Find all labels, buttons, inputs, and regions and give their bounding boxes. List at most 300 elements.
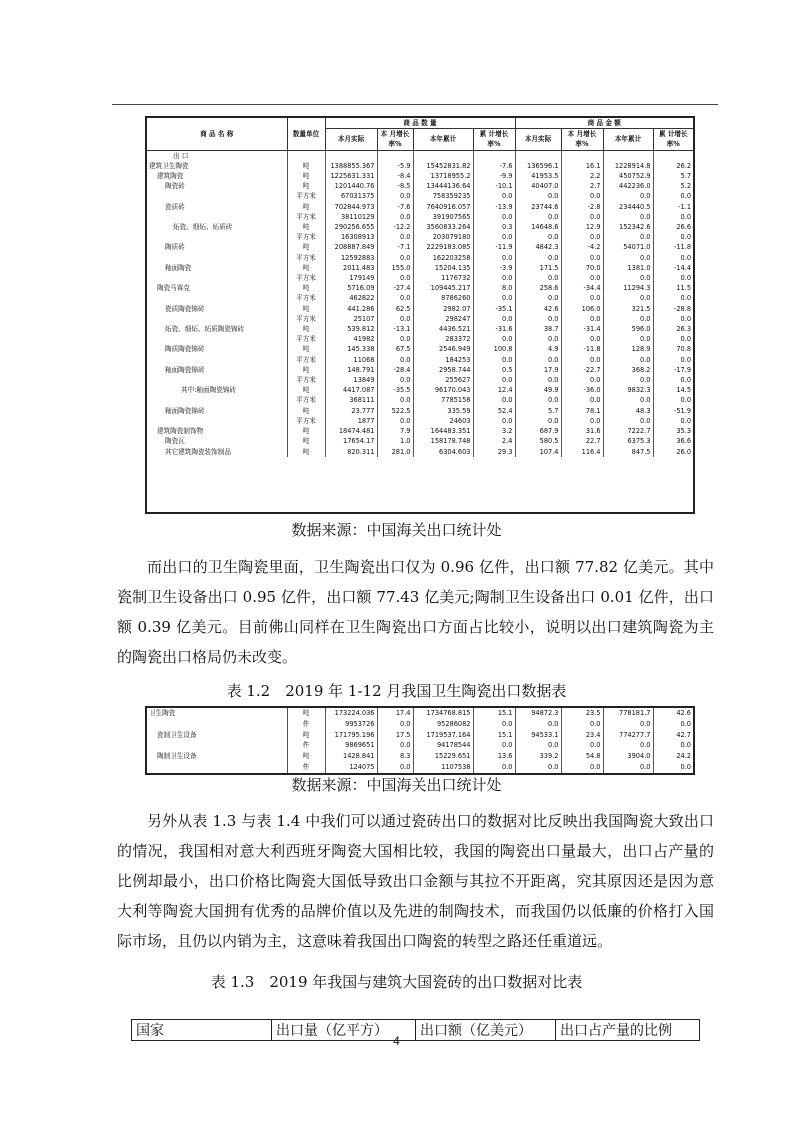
- row-value: 0.0: [377, 740, 413, 751]
- row-unit: 件: [287, 762, 325, 773]
- table-row: [147, 161, 693, 171]
- row-value: 0.0: [653, 375, 693, 385]
- row-unit: 吨: [287, 447, 325, 457]
- row-unit: 吨: [287, 324, 325, 334]
- row-value: 23.4: [561, 730, 603, 741]
- row-value: 3.2: [473, 426, 515, 436]
- row-value: 0.0: [377, 416, 413, 426]
- row-value: 0.0: [515, 355, 561, 365]
- row-name: 陶瓷砖: [165, 182, 185, 191]
- row-value: 15204.135: [413, 263, 473, 273]
- row-unit: 件: [287, 719, 325, 730]
- row-value: 0.0: [515, 719, 561, 730]
- row-value: 11068: [325, 355, 377, 365]
- row-name: 建筑陶瓷制饰物: [157, 427, 204, 436]
- row-value: 234440.5: [603, 202, 653, 212]
- row-name: [147, 232, 287, 242]
- row-name: [147, 762, 287, 773]
- row-value: 0.0: [473, 395, 515, 405]
- row-value: 17654.17: [325, 436, 377, 446]
- row-value: 0.0: [377, 375, 413, 385]
- row-value: 0.0: [377, 719, 413, 730]
- row-value: 67.5: [377, 344, 413, 354]
- row-value: 0.0: [653, 273, 693, 283]
- row-value: 7222.7: [603, 426, 653, 436]
- row-value: 0.0: [603, 314, 653, 324]
- row-value: -9.9: [473, 171, 515, 181]
- row-value: 687.9: [515, 426, 561, 436]
- row-value: 148.791: [325, 365, 377, 375]
- row-value: 0.0: [515, 232, 561, 242]
- row-value: 23.777: [325, 406, 377, 416]
- row-value: 16.1: [561, 161, 603, 171]
- row-unit: 平方米: [287, 273, 325, 283]
- row-value: 0.3: [473, 222, 515, 232]
- sanitary-export-table: [145, 706, 695, 775]
- row-unit: 平方米: [287, 253, 325, 263]
- row-name: [147, 334, 287, 344]
- row-value: 0.0: [473, 314, 515, 324]
- row-value: 94178544: [413, 740, 473, 751]
- table-row: [147, 730, 693, 741]
- row-value: -11.9: [473, 242, 515, 252]
- row-value: 15229.651: [413, 751, 473, 762]
- row-value: 0.0: [561, 395, 603, 405]
- row-value: 16308913: [325, 232, 377, 242]
- row-name: 建筑陶瓷: [157, 172, 184, 181]
- row-value: 450752.9: [603, 171, 653, 181]
- row-value: 2229183.085: [413, 242, 473, 252]
- row-name: 釉面陶瓷锦砖: [165, 406, 205, 415]
- row-name: 陶制卫生设备: [157, 752, 197, 761]
- row-value: 0.0: [603, 232, 653, 242]
- table-row: [147, 406, 693, 416]
- row-value: 0.0: [377, 293, 413, 303]
- row-value: 3560833.264: [413, 222, 473, 232]
- row-value: 0.0: [561, 762, 603, 773]
- row-value: -11.8: [561, 344, 603, 354]
- row-value: -35.1: [473, 304, 515, 314]
- row-value: 70.8: [653, 344, 693, 354]
- row-value: 116.4: [561, 447, 603, 457]
- row-value: 774277.7: [603, 730, 653, 741]
- row-value: 13718955.2: [413, 171, 473, 181]
- row-unit: 吨: [287, 171, 325, 181]
- row-value: 7785158: [413, 395, 473, 405]
- row-name: 出 口: [173, 151, 189, 160]
- row-value: 0.0: [515, 416, 561, 426]
- row-value: 203079180: [413, 232, 473, 242]
- th-amt-group: 商 品 金 额: [515, 118, 693, 129]
- row-value: 321.5: [603, 304, 653, 314]
- row-value: 17.4: [377, 708, 413, 719]
- row-value: 24.2: [653, 751, 693, 762]
- row-value: 0.0: [603, 253, 653, 263]
- row-value: 23744.6: [515, 202, 561, 212]
- row-value: [377, 150, 413, 161]
- row-value: 52.4: [473, 406, 515, 416]
- row-unit: 吨: [287, 283, 325, 293]
- row-unit: 吨: [287, 181, 325, 191]
- row-name: [147, 395, 287, 405]
- row-value: -51.9: [653, 406, 693, 416]
- row-value: 155.0: [377, 263, 413, 273]
- row-value: -31.6: [473, 324, 515, 334]
- row-value: 35.3: [653, 426, 693, 436]
- row-value: 0.0: [603, 416, 653, 426]
- t3-header-ratio: 出口占产量的比例: [556, 1020, 700, 1041]
- table-row: [147, 324, 693, 334]
- row-value: 0.0: [653, 719, 693, 730]
- row-unit: 吨: [287, 344, 325, 354]
- row-value: 290256.655: [325, 222, 377, 232]
- row-value: 298247: [413, 314, 473, 324]
- export-table-1-body: [147, 150, 693, 457]
- row-unit: 平方米: [287, 212, 325, 222]
- row-value: 15.1: [473, 708, 515, 719]
- row-value: 8.3: [377, 751, 413, 762]
- header-rule: [112, 104, 718, 105]
- row-value: 522.5: [377, 406, 413, 416]
- th-qty-month-growth: 本 月增长率%: [377, 129, 413, 150]
- row-name: 陶质陶瓷锦砖: [165, 345, 205, 354]
- row-value: 41982: [325, 334, 377, 344]
- row-value: 179149: [325, 273, 377, 283]
- row-unit: 吨: [287, 263, 325, 273]
- row-value: 0.0: [561, 191, 603, 201]
- row-value: 29.3: [473, 447, 515, 457]
- row-unit: 吨: [287, 202, 325, 212]
- row-name: [147, 314, 287, 324]
- row-unit: 件: [287, 740, 325, 751]
- row-name: [147, 253, 287, 263]
- row-value: 109445.217: [413, 283, 473, 293]
- row-value: 1877: [325, 416, 377, 426]
- row-unit: 吨: [287, 304, 325, 314]
- row-value: 171795.196: [325, 730, 377, 741]
- row-value: 0.0: [377, 273, 413, 283]
- row-value: 580.5: [515, 436, 561, 446]
- table-row: [147, 181, 693, 191]
- row-value: 152342.6: [603, 222, 653, 232]
- row-value: 6304.603: [413, 447, 473, 457]
- row-unit: 吨: [287, 436, 325, 446]
- row-value: 0.0: [603, 191, 653, 201]
- row-value: 94533.1: [515, 730, 561, 741]
- row-value: 258.6: [515, 283, 561, 293]
- row-value: 0.0: [473, 719, 515, 730]
- row-value: 96170.043: [413, 385, 473, 395]
- row-value: 0.0: [473, 762, 515, 773]
- row-value: 0.0: [473, 232, 515, 242]
- row-value: 0.0: [561, 232, 603, 242]
- row-value: 0.0: [377, 212, 413, 222]
- row-name: [147, 191, 287, 201]
- row-value: -4.2: [561, 242, 603, 252]
- row-value: 25107: [325, 314, 377, 324]
- table-row: [147, 171, 693, 181]
- row-value: [515, 150, 561, 161]
- th-qty-year: 本年累计: [413, 129, 473, 150]
- row-value: 0.0: [561, 355, 603, 365]
- row-value: 0.0: [473, 740, 515, 751]
- row-value: 0.0: [473, 334, 515, 344]
- row-value: -10.1: [473, 181, 515, 191]
- row-unit: 吨: [287, 730, 325, 741]
- row-value: 0.0: [653, 212, 693, 222]
- row-value: 100.8: [473, 344, 515, 354]
- row-value: 0.0: [473, 212, 515, 222]
- row-value: 0.0: [603, 375, 653, 385]
- row-value: 0.0: [515, 762, 561, 773]
- table-row: [147, 762, 693, 773]
- row-value: 42.7: [653, 730, 693, 741]
- row-value: 1734768.815: [413, 708, 473, 719]
- row-name: 炻瓷、细炻、炻质陶瓷锦砖: [165, 325, 245, 334]
- row-value: 820.311: [325, 447, 377, 457]
- row-value: 0.0: [515, 395, 561, 405]
- row-value: -3.9: [473, 263, 515, 273]
- th-amt-cum-growth: 累 计增长率%: [653, 129, 693, 150]
- paragraph-sanitary-export: 而出口的卫生陶瓷里面，卫生陶瓷出口仅为 0.96 亿件，出口额 77.82 亿美元。其中瓷制卫生设备出口 0.95 亿件，出口额 77.43 亿美元;陶制卫生设备出口 0.01 亿件，出口额 0.39 亿美元。目前佛山同样在卫生陶瓷出口方面占比较小，说明以出口建筑陶瓷为主的陶瓷出口格局仍未改变。: [117, 558, 714, 666]
- row-value: 255627: [413, 375, 473, 385]
- row-value: 0.0: [653, 416, 693, 426]
- table-row: [147, 334, 693, 344]
- row-value: 9869651: [325, 740, 377, 751]
- table-row: [147, 344, 693, 354]
- row-value: 0.0: [515, 375, 561, 385]
- row-name: 其中:釉面陶瓷锦砖: [181, 386, 236, 395]
- table-row: [147, 436, 693, 446]
- table-row: [147, 375, 693, 385]
- row-value: -12.2: [377, 222, 413, 232]
- row-name: 其它建筑陶瓷装饰制品: [165, 447, 231, 456]
- table-row: [147, 365, 693, 375]
- row-value: 0.0: [473, 355, 515, 365]
- row-value: 0.0: [653, 334, 693, 344]
- row-value: 38.7: [515, 324, 561, 334]
- row-value: 778181.7: [603, 708, 653, 719]
- row-value: 2.4: [473, 436, 515, 446]
- row-value: 0.0: [377, 395, 413, 405]
- row-name: 瓷制卫生设备: [157, 730, 197, 739]
- table-1-3-caption: 表 1.3 2019 年我国与建筑大国瓷砖的出口数据对比表: [210, 973, 583, 991]
- row-value: 1719537.164: [413, 730, 473, 741]
- row-unit: 平方米: [287, 232, 325, 242]
- row-value: 0.0: [561, 375, 603, 385]
- row-value: 95286082: [413, 719, 473, 730]
- row-value: 0.0: [561, 293, 603, 303]
- row-value: 12592883: [325, 253, 377, 263]
- row-value: 18474.481: [325, 426, 377, 436]
- row-value: -5.9: [377, 161, 413, 171]
- row-value: -34.4: [561, 283, 603, 293]
- row-value: 48.3: [603, 406, 653, 416]
- row-value: 0.0: [473, 253, 515, 263]
- row-value: 0.0: [653, 232, 693, 242]
- row-unit: 吨: [287, 708, 325, 719]
- row-value: 4842.3: [515, 242, 561, 252]
- row-value: 24603: [413, 416, 473, 426]
- row-value: 0.0: [653, 740, 693, 751]
- row-value: 62.5: [377, 304, 413, 314]
- row-value: 9953726: [325, 719, 377, 730]
- export-table-1: [145, 116, 695, 514]
- row-value: -8.4: [377, 171, 413, 181]
- table-row: [147, 751, 693, 762]
- row-unit: [287, 150, 325, 161]
- t3-header-volume: 出口量（亿平方）: [272, 1020, 416, 1041]
- source-note-2: 数据来源：中国海关出口统计处: [291, 776, 502, 794]
- th-qty-month: 本月实际: [325, 129, 377, 150]
- row-value: 184253: [413, 355, 473, 365]
- row-value: 339.2: [515, 751, 561, 762]
- row-value: 26.0: [653, 447, 693, 457]
- row-value: 14.5: [653, 385, 693, 395]
- sanitary-export-table-grid: [147, 708, 693, 773]
- row-value: 78.1: [561, 406, 603, 416]
- row-value: 2011.483: [325, 263, 377, 273]
- page-number: 4: [393, 1034, 400, 1048]
- row-value: 441.286: [325, 304, 377, 314]
- table-row: [147, 426, 693, 436]
- row-unit: 平方米: [287, 191, 325, 201]
- table-row: [147, 212, 693, 222]
- row-value: 26.6: [653, 222, 693, 232]
- row-value: 0.0: [377, 355, 413, 365]
- row-value: -13.9: [473, 202, 515, 212]
- row-name: 陶瓷马赛克: [157, 284, 190, 293]
- row-value: 1176732: [413, 273, 473, 283]
- row-value: 0.0: [515, 314, 561, 324]
- table-1-2-caption: 表 1.2 2019 年 1-12 月我国卫生陶瓷出口数据表: [226, 682, 567, 700]
- row-value: 0.0: [653, 762, 693, 773]
- row-value: [653, 150, 693, 161]
- row-value: -7.6: [473, 161, 515, 171]
- row-value: 0.0: [603, 762, 653, 773]
- row-value: 0.0: [653, 293, 693, 303]
- export-table-1-grid: [147, 118, 693, 457]
- row-value: 0.0: [561, 253, 603, 263]
- table-row: [147, 202, 693, 212]
- row-name: [147, 293, 287, 303]
- table-row: [147, 283, 693, 293]
- row-name: [147, 740, 287, 751]
- row-value: 5.7: [653, 171, 693, 181]
- row-value: 0.0: [603, 355, 653, 365]
- row-value: 0.0: [561, 273, 603, 283]
- row-value: 2546.949: [413, 344, 473, 354]
- row-name: 陶瓷瓦: [165, 437, 185, 446]
- row-value: 164483.351: [413, 426, 473, 436]
- row-value: 22.7: [561, 436, 603, 446]
- th-amt-year: 本年累计: [603, 129, 653, 150]
- row-value: 31.6: [561, 426, 603, 436]
- row-value: 0.0: [473, 293, 515, 303]
- row-name: 釉面陶瓷锦砖: [165, 365, 205, 374]
- row-value: 26.2: [653, 161, 693, 171]
- th-unit: 数量单位: [287, 118, 325, 150]
- row-value: 15.1: [473, 730, 515, 741]
- table-row: [147, 385, 693, 395]
- source-note-1: 数据来源：中国海关出口统计处: [291, 521, 502, 539]
- th-name: 商 品 名 称: [147, 118, 287, 150]
- row-value: 0.0: [377, 253, 413, 263]
- row-unit: 吨: [287, 242, 325, 252]
- row-value: 0.0: [473, 375, 515, 385]
- row-value: 14648.6: [515, 222, 561, 232]
- row-value: 23.5: [561, 708, 603, 719]
- row-value: [561, 150, 603, 161]
- row-value: 847.5: [603, 447, 653, 457]
- row-name: 瓷质砖: [165, 202, 185, 211]
- row-value: 42.6: [653, 708, 693, 719]
- row-value: 0.0: [377, 191, 413, 201]
- row-value: 41953.5: [515, 171, 561, 181]
- row-value: 0.5: [473, 365, 515, 375]
- row-value: 26.3: [653, 324, 693, 334]
- row-value: -22.7: [561, 365, 603, 375]
- th-qty-cum-growth: 累 计增长率%: [473, 129, 515, 150]
- row-value: 40407.0: [515, 181, 561, 191]
- row-value: 0.0: [561, 314, 603, 324]
- row-value: 368111: [325, 395, 377, 405]
- row-value: 391907565: [413, 212, 473, 222]
- row-value: 4417.087: [325, 385, 377, 395]
- row-value: 0.0: [515, 293, 561, 303]
- t3-header-country: 国家: [132, 1020, 272, 1041]
- row-value: 1201440.76: [325, 181, 377, 191]
- row-value: 335.59: [413, 406, 473, 416]
- row-value: 11294.3: [603, 283, 653, 293]
- row-value: 596.0: [603, 324, 653, 334]
- row-unit: 吨: [287, 406, 325, 416]
- row-value: 173224.036: [325, 708, 377, 719]
- table-row: [147, 395, 693, 405]
- row-name: 建筑卫生陶瓷: [149, 161, 189, 170]
- row-value: 0.0: [561, 740, 603, 751]
- row-value: 15452831.82: [413, 161, 473, 171]
- row-value: -17.9: [653, 365, 693, 375]
- row-value: 0.0: [561, 212, 603, 222]
- row-value: 758359235: [413, 191, 473, 201]
- t3-header-value: 出口额（亿美元）: [416, 1020, 556, 1041]
- row-value: 0.0: [561, 416, 603, 426]
- row-value: 0.0: [653, 191, 693, 201]
- row-value: [325, 150, 377, 161]
- table-row: [147, 191, 693, 201]
- row-value: 8786260: [413, 293, 473, 303]
- row-value: 2958.744: [413, 365, 473, 375]
- row-unit: 吨: [287, 751, 325, 762]
- row-value: 9832.3: [603, 385, 653, 395]
- row-value: 13849: [325, 375, 377, 385]
- table-row: [147, 232, 693, 242]
- row-value: 8.0: [473, 283, 515, 293]
- row-value: 0.0: [377, 334, 413, 344]
- row-value: 124075: [325, 762, 377, 773]
- row-name: [147, 719, 287, 730]
- th-amt-month-growth: 本 月增长率%: [561, 129, 603, 150]
- row-value: 1388855.367: [325, 161, 377, 171]
- row-value: -2.8: [561, 202, 603, 212]
- row-value: 12.4: [473, 385, 515, 395]
- row-value: 162203258: [413, 253, 473, 263]
- table-row: [147, 740, 693, 751]
- row-value: -28.4: [377, 365, 413, 375]
- row-value: 136596.1: [515, 161, 561, 171]
- row-value: 6375.3: [603, 436, 653, 446]
